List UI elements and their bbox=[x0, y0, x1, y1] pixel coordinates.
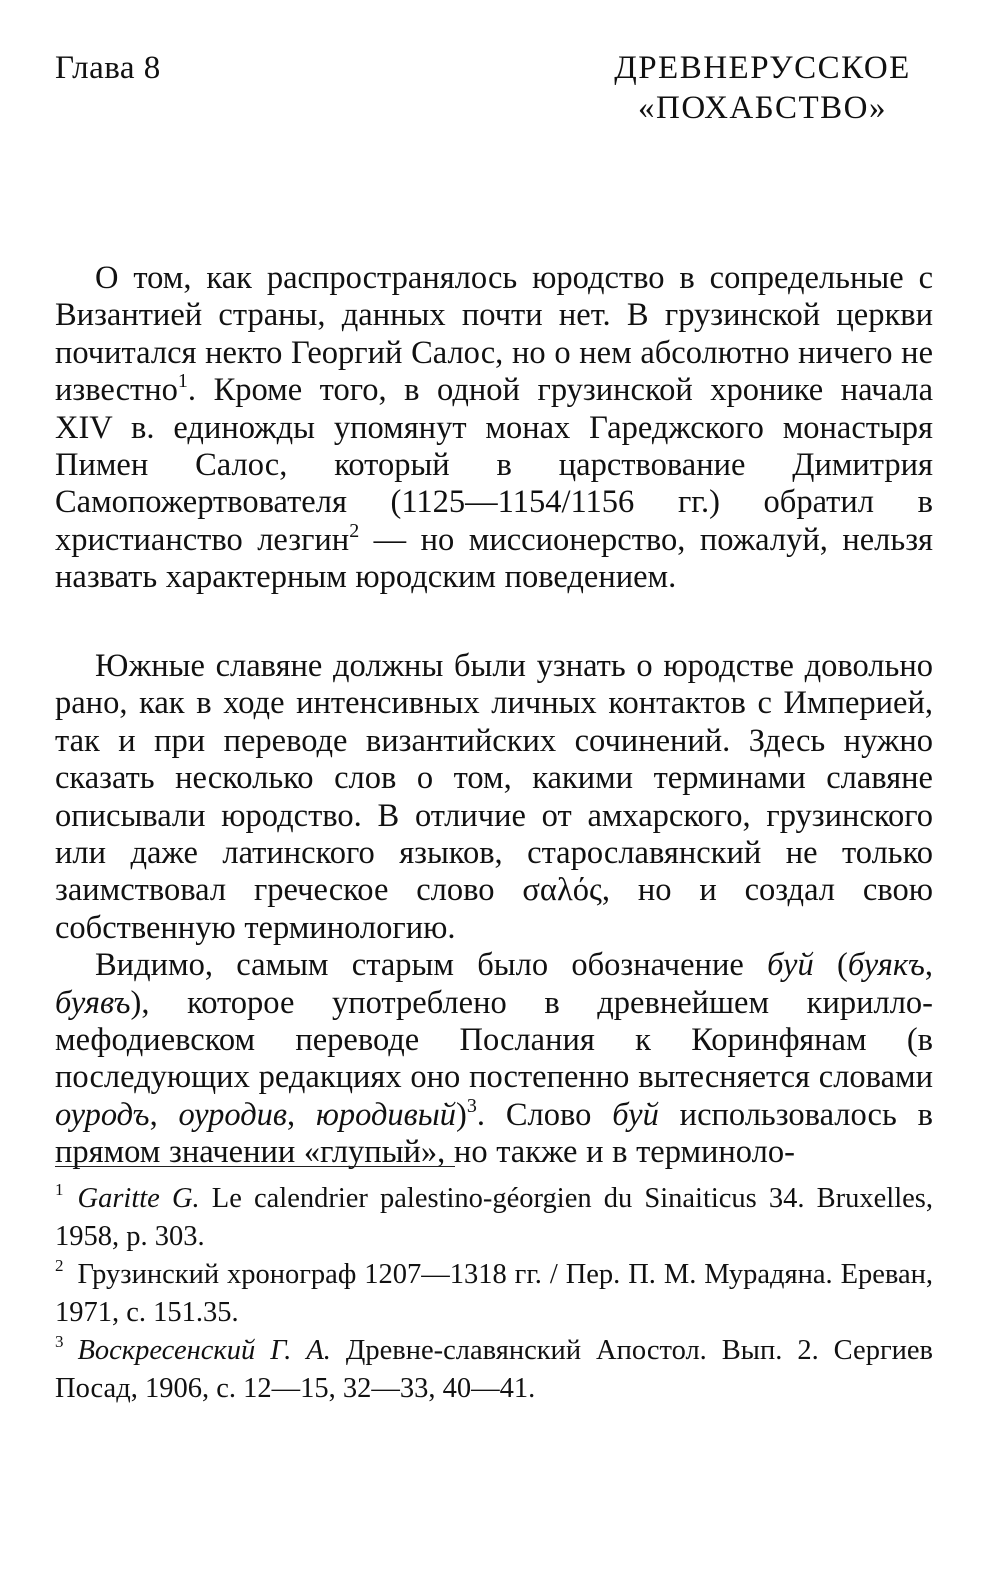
paragraph-3-text-1: Видимо, самым старым было обозначение bbox=[95, 947, 768, 984]
term-bui: буй bbox=[767, 947, 814, 984]
chapter-number: Глава 8 bbox=[55, 50, 161, 86]
paragraph-3-text-2: ( bbox=[813, 947, 848, 984]
paragraph-3-text-6: , bbox=[287, 1096, 316, 1133]
footnote-2 bbox=[55, 1256, 933, 1332]
footnote-ref-3[interactable]: 3 bbox=[466, 1094, 477, 1117]
chapter-title-line-1: ДРЕВНЕРУССКОЕ bbox=[614, 50, 911, 86]
paragraph-3-text-7: ) bbox=[456, 1096, 467, 1133]
footnote-text: Древне-славянский Апостол. Вып. 2. Сергиев Посад, 1906, с. 12—15, 32—33, 40—41. bbox=[55, 1335, 933, 1404]
paragraph-3 bbox=[55, 947, 933, 1171]
body-section-1 bbox=[55, 260, 933, 597]
term-ourod: оуродъ bbox=[55, 1096, 150, 1133]
footnote-divider bbox=[55, 1166, 455, 1167]
footnote-author: Воскресенский Г. А. bbox=[77, 1335, 331, 1366]
paragraph-1 bbox=[55, 260, 933, 597]
footnote-number: 3 bbox=[55, 1332, 64, 1351]
term-buyav: буявъ bbox=[55, 984, 131, 1021]
paragraph-1-text-b: . Кроме того, в одной грузинской хронике начала XIV в. единожды упомянут монах Гареджского монастыря Пимен Салос, который в царствование Димитрия Самопожертвователя (1125—1154/1156 гг.) обратил в христианство лезгин bbox=[55, 372, 933, 558]
paragraph-3-text-4: ), которое употреблено в древнейшем кирилло-мефодиевском переводе Послания к Коринфянам (в последующих редакциях оно постепенно вытесняется словами bbox=[55, 984, 933, 1096]
term-buyak: буякъ bbox=[847, 947, 925, 984]
footnote-number: 2 bbox=[55, 1256, 64, 1275]
paragraph-1-text-c: — но миссионерство, пожалуй, нельзя назвать характерным юродским поведением. bbox=[55, 521, 933, 596]
term-ourodiv: оуродив bbox=[178, 1096, 288, 1133]
paragraph-3-text-5: , bbox=[149, 1096, 179, 1133]
footnote-text: Le calendrier palestino-géorgien du Sinaiticus 34. Bruxelles, 1958, p. 303. bbox=[55, 1183, 933, 1252]
footnote-ref-2[interactable]: 2 bbox=[349, 519, 360, 542]
footnote-number: 1 bbox=[55, 1180, 64, 1199]
paragraph-1-text-a: О том, как распространялось юродство в сопредельные с Византией страны, данных почти нет. В грузинской церкви почитался некто Георгий Салос, но о нем абсолютно ничего не известно bbox=[55, 260, 933, 409]
paragraph-3-text-9: использовалось в прямом значении «глупый», но также и в терминоло- bbox=[55, 1096, 934, 1171]
footnote-author: Garitte G. bbox=[77, 1183, 200, 1214]
footnotes bbox=[55, 1180, 933, 1408]
term-yurodivy: юродивый bbox=[316, 1096, 457, 1133]
chapter-title bbox=[590, 48, 935, 128]
footnote-ref-1[interactable]: 1 bbox=[177, 370, 188, 393]
paragraph-3-text-8: . Слово bbox=[476, 1096, 613, 1133]
paragraph-2: Южные славяне должны были узнать о юродстве довольно рано, как в ходе интенсивных личных контактов с Империей, так и при переводе византийских сочинений. Здесь нужно сказать несколько слов о том, какими терминами славяне описывали юродство. В отличие от амхарского, грузинского или даже латинского языков, старославянский не только заимствовал греческое слово σαλός, но и создал свою собственную терминологию. bbox=[55, 648, 933, 946]
footnote-text: Грузинский хронограф 1207—1318 гг. / Пер. П. М. Мурадяна. Ереван, 1971, с. 151.35. bbox=[55, 1259, 933, 1328]
footnote-1 bbox=[55, 1180, 933, 1256]
footnote-3 bbox=[55, 1332, 933, 1408]
term-bui-2: буй bbox=[612, 1096, 659, 1133]
chapter-title-line-2: «ПОХАБСТВО» bbox=[638, 90, 887, 126]
paragraph-3-text-3: , bbox=[924, 947, 934, 984]
body-section-2 bbox=[55, 648, 933, 1172]
